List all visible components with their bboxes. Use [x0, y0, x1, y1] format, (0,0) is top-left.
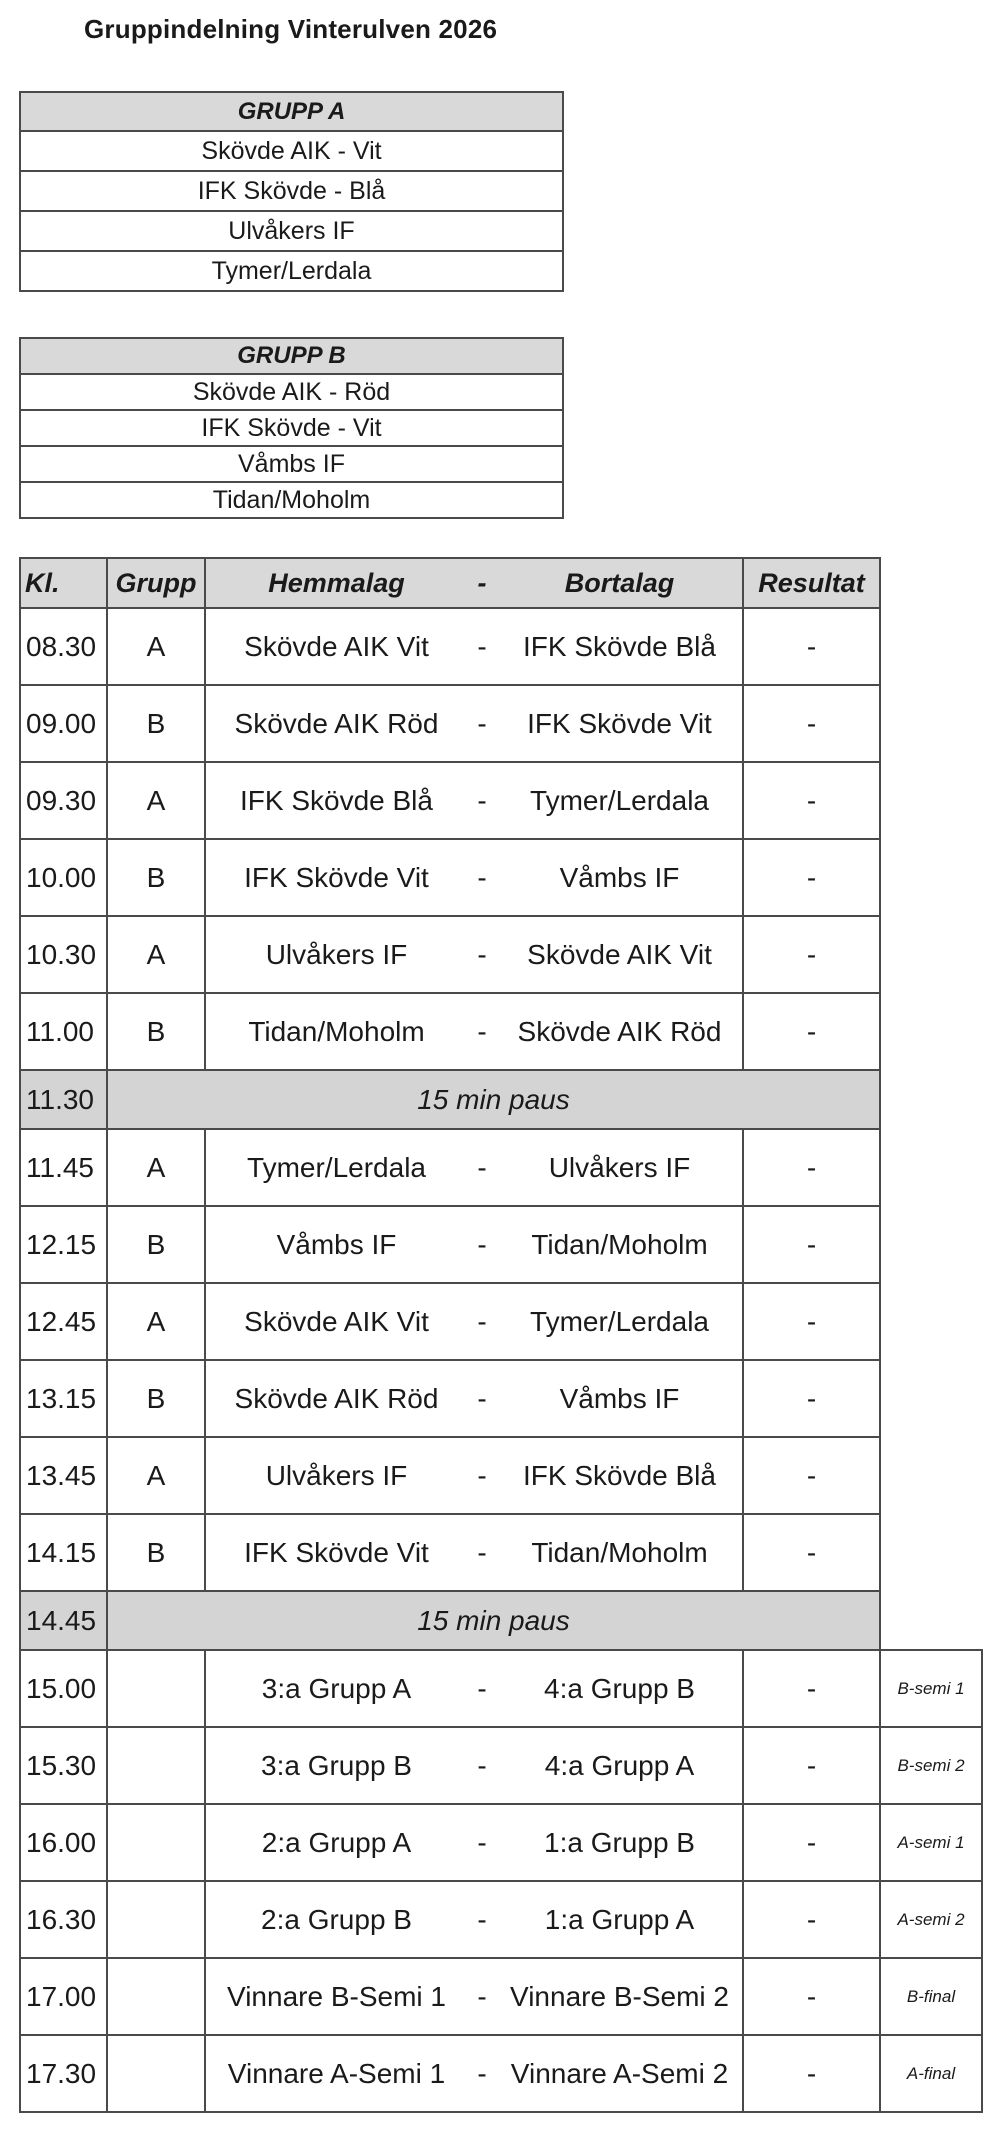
away-team: 4:a Grupp A [497, 1727, 743, 1804]
match-group [107, 1881, 205, 1958]
match-result: - [743, 916, 880, 993]
match-row [20, 1360, 982, 1437]
match-time: 13.15 [20, 1360, 107, 1437]
match-result: - [743, 1206, 880, 1283]
match-note: A-semi 2 [880, 1881, 982, 1958]
match-dash: - [467, 685, 497, 762]
match-dash: - [467, 608, 497, 685]
match-group: A [107, 608, 205, 685]
match-result: - [743, 762, 880, 839]
row-spacer [880, 1360, 982, 1437]
match-group: A [107, 1437, 205, 1514]
away-team: 4:a Grupp B [497, 1650, 743, 1727]
match-row [20, 1727, 982, 1804]
group-team: Tymer/Lerdala [20, 251, 563, 291]
match-time: 09.30 [20, 762, 107, 839]
match-time: 11.00 [20, 993, 107, 1070]
home-team: IFK Skövde Blå [205, 762, 467, 839]
home-team: Skövde AIK Vit [205, 608, 467, 685]
match-dash: - [467, 1129, 497, 1206]
match-dash: - [467, 1650, 497, 1727]
match-dash: - [467, 1514, 497, 1591]
match-group: A [107, 1283, 205, 1360]
match-time: 10.00 [20, 839, 107, 916]
home-team: 2:a Grupp B [205, 1881, 467, 1958]
pause-label: 15 min paus [107, 1070, 880, 1129]
home-team: Våmbs IF [205, 1206, 467, 1283]
match-dash: - [467, 2035, 497, 2112]
match-note: B-final [880, 1958, 982, 2035]
home-team: IFK Skövde Vit [205, 1514, 467, 1591]
match-result: - [743, 608, 880, 685]
group-b-table [19, 337, 564, 519]
match-dash: - [467, 1283, 497, 1360]
match-time: 14.15 [20, 1514, 107, 1591]
match-dash: - [467, 1727, 497, 1804]
row-spacer [880, 1206, 982, 1283]
row-spacer [880, 993, 982, 1070]
pause-row [20, 1591, 982, 1650]
match-note: B-semi 1 [880, 1650, 982, 1727]
match-row [20, 608, 982, 685]
away-team: Vinnare A-Semi 2 [497, 2035, 743, 2112]
match-dash: - [467, 1881, 497, 1958]
match-time: 12.45 [20, 1283, 107, 1360]
row-spacer [880, 1129, 982, 1206]
home-team: IFK Skövde Vit [205, 839, 467, 916]
home-team: Tidan/Moholm [205, 993, 467, 1070]
group-team: Skövde AIK - Vit [20, 131, 563, 171]
match-dash: - [467, 1206, 497, 1283]
match-row [20, 1881, 982, 1958]
match-row [20, 762, 982, 839]
pause-label: 15 min paus [107, 1591, 880, 1650]
match-time: 17.30 [20, 2035, 107, 2112]
away-team: Tymer/Lerdala [497, 1283, 743, 1360]
match-group [107, 1958, 205, 2035]
match-result: - [743, 839, 880, 916]
row-spacer [880, 916, 982, 993]
match-result: - [743, 1360, 880, 1437]
match-row [20, 1129, 982, 1206]
match-result: - [743, 2035, 880, 2112]
match-row [20, 916, 982, 993]
match-time: 08.30 [20, 608, 107, 685]
match-group: B [107, 1206, 205, 1283]
group-team: Skövde AIK - Röd [20, 374, 563, 410]
row-spacer [880, 1283, 982, 1360]
away-team: Tidan/Moholm [497, 1206, 743, 1283]
match-group: B [107, 1360, 205, 1437]
match-note: A-final [880, 2035, 982, 2112]
group-team: Tidan/Moholm [20, 482, 563, 518]
match-result: - [743, 685, 880, 762]
match-row [20, 839, 982, 916]
match-time: 10.30 [20, 916, 107, 993]
group-team: Våmbs IF [20, 446, 563, 482]
away-team: Ulvåkers IF [497, 1129, 743, 1206]
match-dash: - [467, 762, 497, 839]
match-result: - [743, 1650, 880, 1727]
pause-time: 14.45 [20, 1591, 107, 1650]
home-team: Skövde AIK Vit [205, 1283, 467, 1360]
away-team: Skövde AIK Röd [497, 993, 743, 1070]
match-row [20, 1958, 982, 2035]
match-group: B [107, 993, 205, 1070]
match-result: - [743, 1514, 880, 1591]
away-team: IFK Skövde Vit [497, 685, 743, 762]
home-team: 3:a Grupp B [205, 1727, 467, 1804]
match-row [20, 1804, 982, 1881]
match-note: A-semi 1 [880, 1804, 982, 1881]
match-group [107, 1804, 205, 1881]
match-dash: - [467, 993, 497, 1070]
home-team: Tymer/Lerdala [205, 1129, 467, 1206]
away-team: Tymer/Lerdala [497, 762, 743, 839]
away-team: IFK Skövde Blå [497, 1437, 743, 1514]
match-group: B [107, 1514, 205, 1591]
match-dash: - [467, 1437, 497, 1514]
group-header: GRUPP B [20, 338, 563, 374]
match-dash: - [467, 916, 497, 993]
group-a-table [19, 91, 564, 292]
away-team: Våmbs IF [497, 1360, 743, 1437]
match-row [20, 993, 982, 1070]
match-group [107, 1650, 205, 1727]
match-group: A [107, 762, 205, 839]
row-spacer [880, 1070, 982, 1129]
home-team: Ulvåkers IF [205, 916, 467, 993]
schedule-header-row [20, 558, 982, 608]
header-time: Kl. [20, 558, 107, 608]
header-away: Bortalag [497, 558, 743, 608]
match-time: 15.30 [20, 1727, 107, 1804]
row-spacer [880, 1514, 982, 1591]
match-group: B [107, 685, 205, 762]
row-spacer [880, 685, 982, 762]
match-group: A [107, 916, 205, 993]
home-team: Skövde AIK Röd [205, 1360, 467, 1437]
away-team: Skövde AIK Vit [497, 916, 743, 993]
header-group: Grupp [107, 558, 205, 608]
match-result: - [743, 1881, 880, 1958]
match-note: B-semi 2 [880, 1727, 982, 1804]
match-group: A [107, 1129, 205, 1206]
match-time: 15.00 [20, 1650, 107, 1727]
page-title: Gruppindelning Vinterulven 2026 [84, 14, 498, 44]
match-group: B [107, 839, 205, 916]
home-team: Ulvåkers IF [205, 1437, 467, 1514]
home-team: 2:a Grupp A [205, 1804, 467, 1881]
away-team: Tidan/Moholm [497, 1514, 743, 1591]
match-time: 12.15 [20, 1206, 107, 1283]
match-result: - [743, 1958, 880, 2035]
away-team: 1:a Grupp B [497, 1804, 743, 1881]
row-spacer [880, 839, 982, 916]
match-time: 11.45 [20, 1129, 107, 1206]
header-spacer [880, 558, 982, 608]
match-time: 13.45 [20, 1437, 107, 1514]
header-home: Hemmalag [205, 558, 467, 608]
home-team: 3:a Grupp A [205, 1650, 467, 1727]
match-result: - [743, 1129, 880, 1206]
schedule-table [19, 557, 983, 2113]
away-team: 1:a Grupp A [497, 1881, 743, 1958]
match-row [20, 685, 982, 762]
pause-row [20, 1070, 982, 1129]
group-team: Ulvåkers IF [20, 211, 563, 251]
match-group [107, 2035, 205, 2112]
schedule-body [20, 608, 982, 2112]
home-team: Vinnare B-Semi 1 [205, 1958, 467, 2035]
match-row [20, 1206, 982, 1283]
away-team: IFK Skövde Blå [497, 608, 743, 685]
group-team: IFK Skövde - Vit [20, 410, 563, 446]
group-header: GRUPP A [20, 92, 563, 131]
match-row [20, 2035, 982, 2112]
home-team: Skövde AIK Röd [205, 685, 467, 762]
match-time: 09.00 [20, 685, 107, 762]
match-row [20, 1437, 982, 1514]
header-dash: - [467, 558, 497, 608]
away-team: Vinnare B-Semi 2 [497, 1958, 743, 2035]
header-result: Resultat [743, 558, 880, 608]
match-result: - [743, 1437, 880, 1514]
match-time: 16.00 [20, 1804, 107, 1881]
away-team: Våmbs IF [497, 839, 743, 916]
row-spacer [880, 762, 982, 839]
match-result: - [743, 993, 880, 1070]
match-dash: - [467, 839, 497, 916]
match-dash: - [467, 1958, 497, 2035]
match-time: 16.30 [20, 1881, 107, 1958]
match-result: - [743, 1804, 880, 1881]
match-row [20, 1650, 982, 1727]
match-dash: - [467, 1804, 497, 1881]
match-result: - [743, 1283, 880, 1360]
home-team: Vinnare A-Semi 1 [205, 2035, 467, 2112]
group-team: IFK Skövde - Blå [20, 171, 563, 211]
match-row [20, 1283, 982, 1360]
match-result: - [743, 1727, 880, 1804]
row-spacer [880, 1591, 982, 1650]
pause-time: 11.30 [20, 1070, 107, 1129]
match-time: 17.00 [20, 1958, 107, 2035]
match-row [20, 1514, 982, 1591]
match-dash: - [467, 1360, 497, 1437]
match-group [107, 1727, 205, 1804]
row-spacer [880, 1437, 982, 1514]
row-spacer [880, 608, 982, 685]
